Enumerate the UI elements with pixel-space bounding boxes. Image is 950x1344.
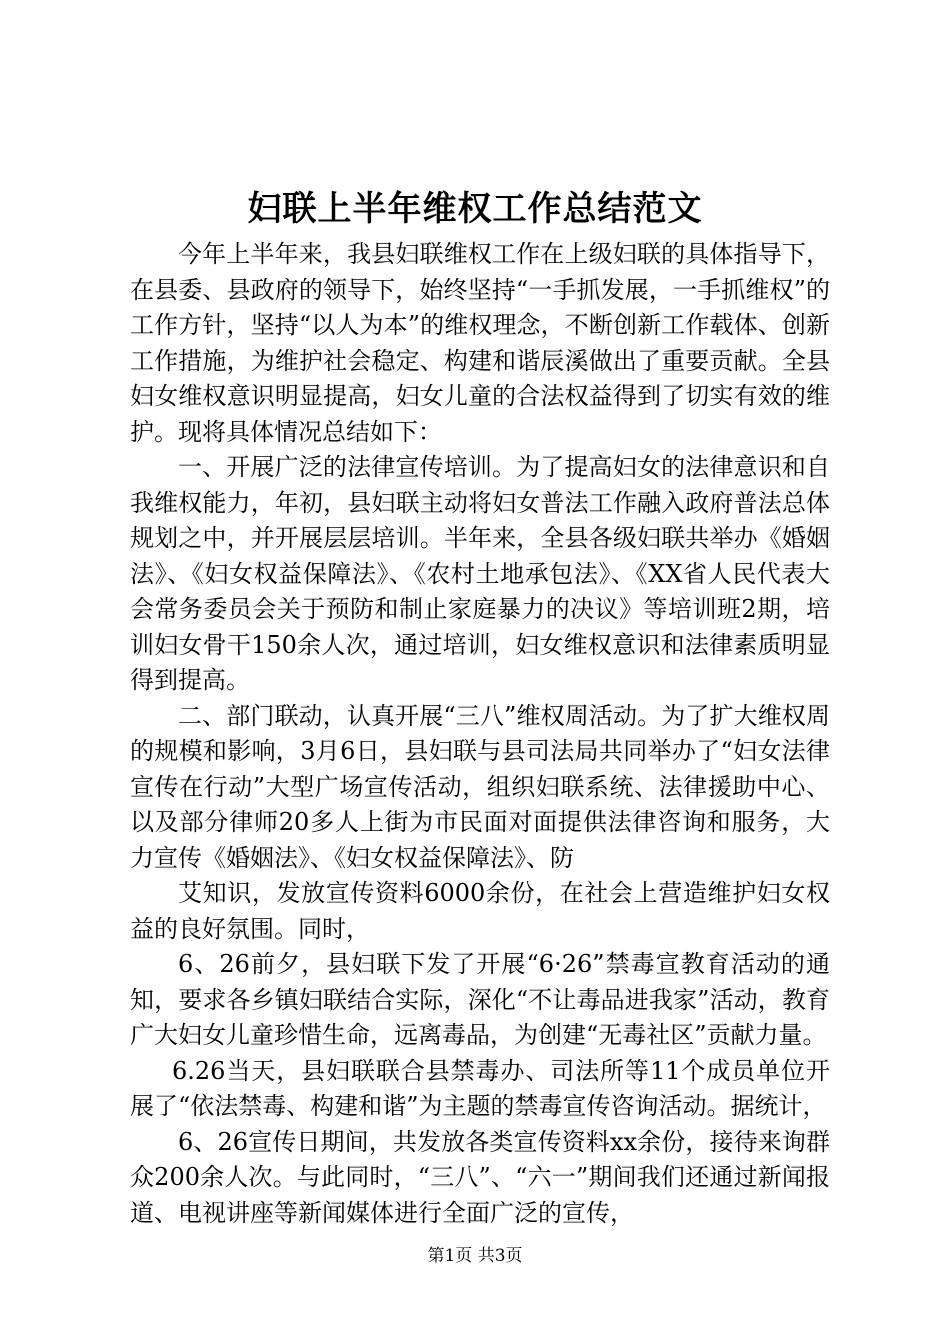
paragraph-legal-training: 一、开展广泛的法律宣传培训。为了提高妇女的法律意识和自我维权能力，年初，县妇联主动将妇女普法工作融入政府普法总体规划之中，并开展层层培训。半年来，全县各级妇联共举办《婚姻法》、《妇女权益保障法》、《农村土地承包法》、《XX省人民代表大会常务委员会关于预防和制止家庭暴力的决议》等培训班2期，培训妇女骨干150余人次，通过培训，妇女维权意识和法律素质明显得到提高。 bbox=[130, 453, 830, 694]
paragraph-aids-knowledge: 艾知识，发放宣传资料6000余份，在社会上营造维护妇女权益的良好氛围。同时， bbox=[130, 879, 830, 943]
paragraph-publicity-stats: 6、26宣传日期间，共发放各类宣传资料xx余份，接待来询群众200余人次。与此同时，“三八”、“六一”期间我们还通过新闻报道、电视讲座等新闻媒体进行全面广泛的宣传， bbox=[130, 1127, 830, 1227]
paragraph-intro: 今年上半年来，我县妇联维权工作在上级妇联的具体指导下，在县委、县政府的领导下，始终坚持“一手抓发展，一手抓维权”的工作方针，坚持“以人为本”的维权理念，不断创新工作载体、创新工作措施，为维护社会稳定、构建和谐辰溪做出了重要贡献。全县妇女维权意识明显提高，妇女儿童的合法权益得到了切实有效的维护。现将具体情况总结如下： bbox=[130, 240, 830, 446]
page-footer: 第1页 共3页 bbox=[427, 1246, 523, 1266]
paragraph-anti-drug-day: 6.26当天，县妇联联合县禁毒办、司法所等11个成员单位开展了“依法禁毒、构建和谐”为主题的禁毒宣传咨询活动。据统计， bbox=[130, 1056, 830, 1120]
paragraph-womens-week: 二、部门联动，认真开展“三八”维权周活动。为了扩大维权周的规模和影响，3月6日，县妇联与县司法局共同举办了“妇女法律宣传在行动”大型广场宣传活动，组织妇联系统、法律援助中心、以及部分律师20多人上街为市民面对面提供法律咨询和服务，大力宣传《婚姻法》、《妇女权益保障法》、防 bbox=[130, 701, 830, 872]
document-title: 妇联上半年维权工作总结范文 bbox=[247, 189, 703, 229]
document-body bbox=[130, 237, 830, 1231]
paragraph-anti-drug-notice: 6、26前夕，县妇联下发了开展“6·26”禁毒宣教育活动的通知，要求各乡镇妇联结合实际，深化“不让毒品进我家”活动，教育广大妇女儿童珍惜生命，远离毒品，为创建“无毒社区”贡献力量。 bbox=[130, 950, 830, 1049]
